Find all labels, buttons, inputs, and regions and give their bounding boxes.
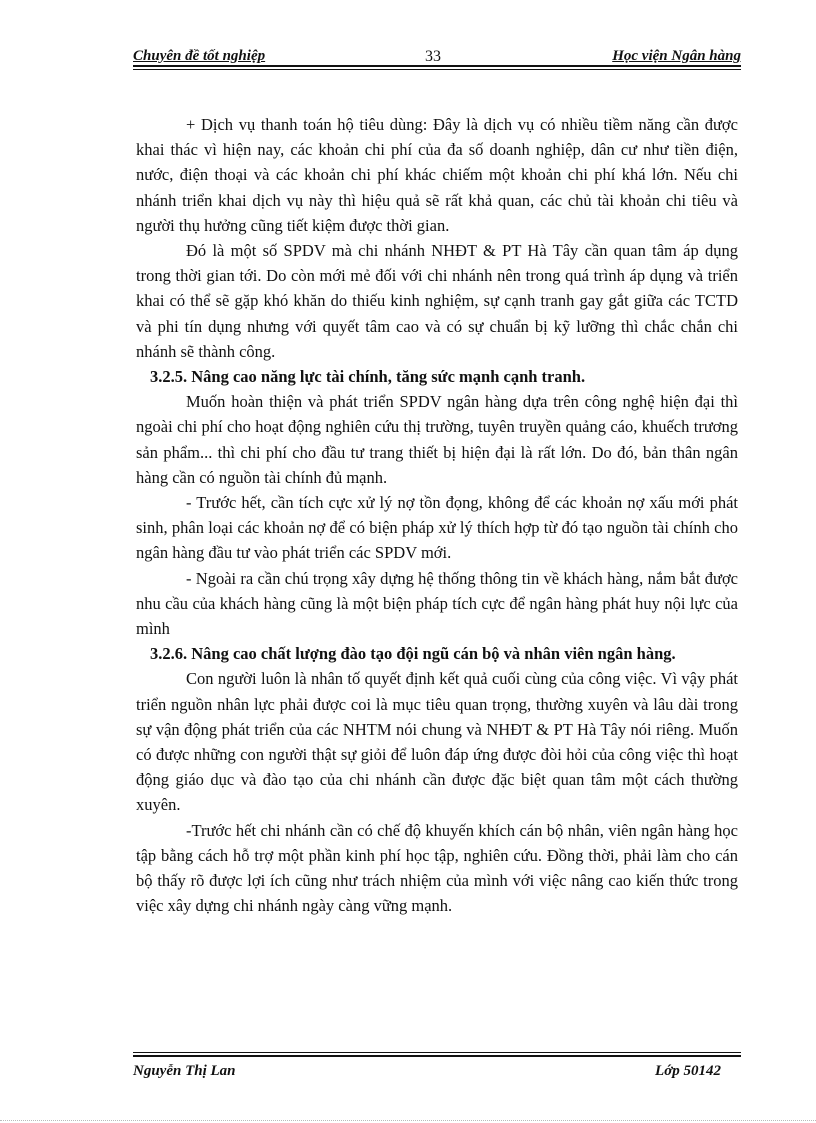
footer-class: Lớp 50142: [655, 1063, 721, 1079]
header-rule-thin: [133, 69, 741, 70]
footer-rule-thin: [133, 1052, 741, 1053]
document-body: [136, 112, 738, 919]
page-number: 33: [425, 48, 441, 65]
footer-author: Nguyễn Thị Lan: [133, 1063, 236, 1079]
header-institution: Học viện Ngân hàng: [612, 48, 741, 64]
page-footer: [133, 1061, 741, 1083]
paragraph-payment-service: + Dịch vụ thanh toán hộ tiêu dùng: Đây là dịch vụ có nhiều tiềm năng cần được khai thác vì hiện nay, các khoản chi phí của đa số doanh nghiệp, dân cư như tiền điện, nước, điện thoại và các khoản chi phí khác chiếm một khoản chi phí khá lớn. Nếu chi nhánh triển khai dịch vụ này thì hiệu quả sẽ rất khả quan, các chủ tài khoản chi tiêu và người thụ hưởng cũng tiết kiệm được thời gian.: [136, 115, 738, 235]
header-thesis-title: Chuyên đề tốt nghiệp: [133, 48, 266, 64]
paragraph-training-incentives: -Trước hết chi nhánh cần có chế độ khuyến khích cán bộ nhân, viên ngân hàng học tập bằng cách hỗ trợ một phần kinh phí học tập, nghiên cứu. Đồng thời, phải làm cho cán bộ thấy rõ được lợi ích cũng như trách nhiệm của mình với việc nâng cao kiến thức trong việc xây dựng chi nhánh ngày càng vững mạnh.: [136, 820, 738, 916]
page-bottom-dotted-line: [0, 1120, 816, 1122]
paragraph-human-resources: Con người luôn là nhân tố quyết định kết quả cuối cùng của công việc. Vì vậy phát triển nguồn nhân lực phải được coi là mục tiêu quan trọng, thường xuyên và lâu dài trong sự vận động phát triển của các NHTM nói chung và NHĐT & PT Hà Tây nói riêng. Muốn có được những con người thật sự giỏi để luôn đáp ứng được đòi hỏi của công việc thì hoạt động giáo dục và đào tạo của chi nhánh cần được đặc biệt quan tâm một cách thường xuyên.: [136, 669, 738, 815]
footer-rule: [133, 1055, 741, 1057]
paragraph-spdv-summary: Đó là một số SPDV mà chi nhánh NHĐT & PT Hà Tây cần quan tâm áp dụng trong thời gian tới. Do còn mới mẻ đối với chi nhánh nên trong quá trình áp dụng và triển khai có thể sẽ gặp khó khăn do thiếu kinh nghiệm, sự cạnh tranh gay gắt giữa các TCTD và phi tín dụng nhưng với quyết tâm cao và có sự chuẩn bị kỹ lưỡng thì chắc chắn chi nhánh sẽ thành công.: [136, 241, 738, 361]
section-heading-3-2-6: 3.2.6. Nâng cao chất lượng đào tạo đội ngũ cán bộ và nhân viên ngân hàng.: [150, 644, 676, 664]
header-rule: [133, 65, 741, 67]
paragraph-bad-debt: - Trước hết, cần tích cực xử lý nợ tồn đọng, không để các khoản nợ xấu mới phát sinh, phân loại các khoản nợ để có biện pháp xử lý thích hợp từ đó tạo nguồn tài chính cho ngân hàng đầu tư vào phát triển các SPDV mới.: [136, 493, 738, 563]
paragraph-customer-info: - Ngoài ra cần chú trọng xây dựng hệ thống thông tin về khách hàng, nắm bắt được nhu cầu của khách hàng cũng là một biện pháp tích cực để ngân hàng phát huy nội lực của mình: [136, 568, 738, 639]
section-heading-3-2-5: 3.2.5. Nâng cao năng lực tài chính, tăng sức mạnh cạnh tranh.: [150, 367, 586, 387]
page-header: [133, 44, 741, 66]
paragraph-financial-capacity: Muốn hoàn thiện và phát triển SPDV ngân hàng dựa trên công nghệ hiện đại thì ngoài chi phí cho hoạt động nghiên cứu thị trường, tuyên truyền quảng cáo, khuếch trương sản phẩm... thì chi phí cho đầu tư trang thiết bị hiện đại là rất lớn. Do đó, bản thân ngân hàng cần có nguồn tài chính đủ mạnh.: [136, 392, 738, 487]
